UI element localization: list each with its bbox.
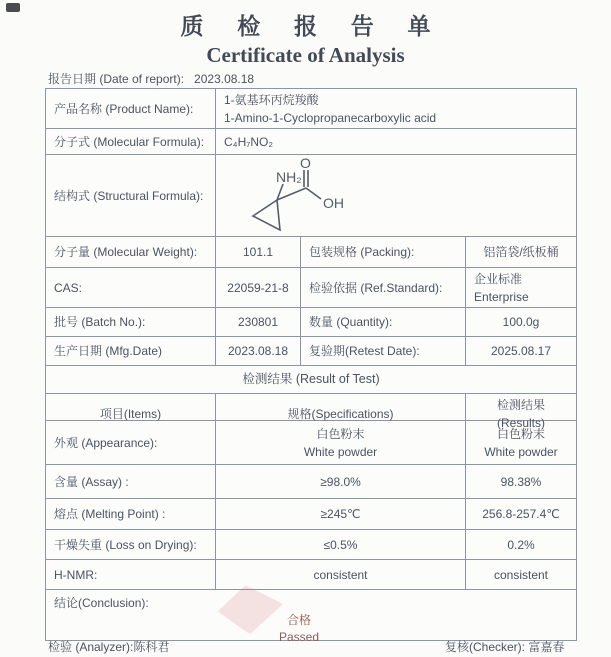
molecular-weight-label: 分子量 (Molecular Weight):: [46, 237, 216, 267]
loss-on-drying-spec: ≤0.5%: [216, 530, 466, 559]
page-title-zh: 质 检 报 告 单: [180, 14, 445, 39]
cas-value: 22059-21-8: [216, 268, 301, 308]
conclusion-value-zh: 合格: [286, 613, 311, 627]
report-date-value: 2023.08.18: [194, 72, 255, 86]
conclusion-label: 结论(Conclusion):: [54, 596, 149, 610]
structure-drawing-icon: [238, 158, 378, 234]
results-header-item: 项目(Items): [46, 394, 216, 434]
molecular-formula-value: C₄H₇NO₂: [224, 134, 274, 149]
row-molweight-packing: [46, 237, 576, 268]
retest-date-label: 复验期(Retest Date):: [301, 337, 466, 365]
structure-o-label: O: [300, 157, 311, 171]
structure-oh-label: OH: [323, 194, 344, 211]
molecular-weight-value: 101.1: [216, 237, 301, 267]
row-assay: [46, 465, 576, 499]
loss-on-drying-result: 0.2%: [507, 537, 535, 552]
appearance-item: 外观 (Appearance):: [46, 421, 216, 464]
assay-result: 98.38%: [500, 474, 542, 489]
cas-label: CAS:: [46, 268, 216, 308]
appearance-result: [466, 421, 576, 464]
structural-formula-label: 结构式 (Structural Formula):: [46, 155, 216, 236]
results-header-result: 检测结果(Results): [496, 398, 545, 430]
retest-date-value: 2025.08.17: [490, 344, 552, 358]
product-name-en: 1-Amino-1-Cyclopropanecarboxylic acid: [224, 111, 437, 125]
analyzer-signature: 检验 (Analyzer):陈科君: [48, 640, 170, 654]
row-structural-formula: [46, 155, 576, 237]
row-appearance: [46, 421, 576, 465]
batch-no-value: 230801: [216, 308, 301, 336]
scan-artifact: [6, 3, 20, 12]
ref-standard-value: [466, 268, 576, 308]
batch-no-label: 批号 (Batch No.):: [46, 308, 216, 336]
checker-signature: 复核(Checker): 富嘉春: [445, 640, 565, 654]
report-date-label: 报告日期 (Date of report):: [48, 72, 185, 86]
product-name-zh: 1-氨基环丙烷羧酸: [224, 93, 319, 107]
appearance-spec: [216, 421, 466, 464]
appearance-spec-zh: 白色粉末: [316, 426, 365, 441]
result-section-title: 检测结果 (Result of Test): [242, 372, 380, 387]
quantity-label: 数量 (Quantity):: [301, 308, 466, 336]
melting-point-spec: ≥245℃: [216, 499, 466, 529]
hnmr-spec: consistent: [216, 560, 466, 589]
row-loss-on-drying: [46, 530, 576, 560]
appearance-result-en: White powder: [484, 444, 558, 459]
packing-label: 包装规格 (Packing):: [301, 237, 466, 267]
row-result-section-title: [46, 366, 576, 394]
ref-standard-en: Enterprise: [474, 290, 529, 304]
row-product-name: [46, 89, 576, 129]
assay-item: 含量 (Assay) :: [46, 465, 216, 498]
molecular-formula-label: 分子式 (Molecular Formula):: [46, 129, 216, 154]
product-name-label: 产品名称 (Product Name):: [46, 89, 216, 129]
results-header-spec: 规格(Specifications): [216, 394, 466, 434]
melting-point-item: 熔点 (Melting Point) :: [46, 499, 216, 529]
row-melting-point: [46, 499, 576, 530]
row-batch-quantity: [46, 308, 576, 337]
appearance-spec-en: White powder: [303, 444, 378, 459]
coa-table: [45, 88, 577, 645]
appearance-result-zh: 白色粉末: [496, 426, 545, 441]
packing-value: 铝箔袋/纸板桶: [483, 245, 559, 259]
mfg-date-value: 2023.08.18: [216, 337, 301, 365]
quantity-value: 100.0g: [502, 315, 540, 329]
structural-formula-value: [216, 155, 576, 236]
page-title-en: Certificate of Analysis: [206, 43, 405, 67]
mfg-date-label: 生产日期 (Mfg.Date): [46, 337, 216, 365]
structure-nh2-label: NH₂: [276, 168, 302, 185]
row-hnmr: [46, 560, 576, 590]
melting-point-result: 256.8-257.4℃: [482, 507, 560, 521]
row-results-header: [46, 394, 576, 430]
ref-standard-zh: 企业标准: [474, 272, 523, 286]
row-molecular-formula: [46, 129, 576, 155]
hnmr-item: H-NMR:: [46, 560, 216, 589]
assay-spec: ≥98.0%: [216, 465, 466, 498]
report-date: [48, 70, 254, 87]
row-mfg-retest: [46, 337, 576, 366]
hnmr-result: consistent: [493, 567, 549, 582]
ref-standard-label: 检验依据 (Ref.Standard):: [301, 268, 466, 308]
conclusion-value-en: Passed: [278, 630, 320, 645]
loss-on-drying-item: 干燥失重 (Loss on Drying):: [46, 530, 216, 559]
product-name-value: [216, 89, 576, 129]
row-cas-standard: [46, 268, 576, 308]
row-conclusion: [46, 590, 576, 645]
